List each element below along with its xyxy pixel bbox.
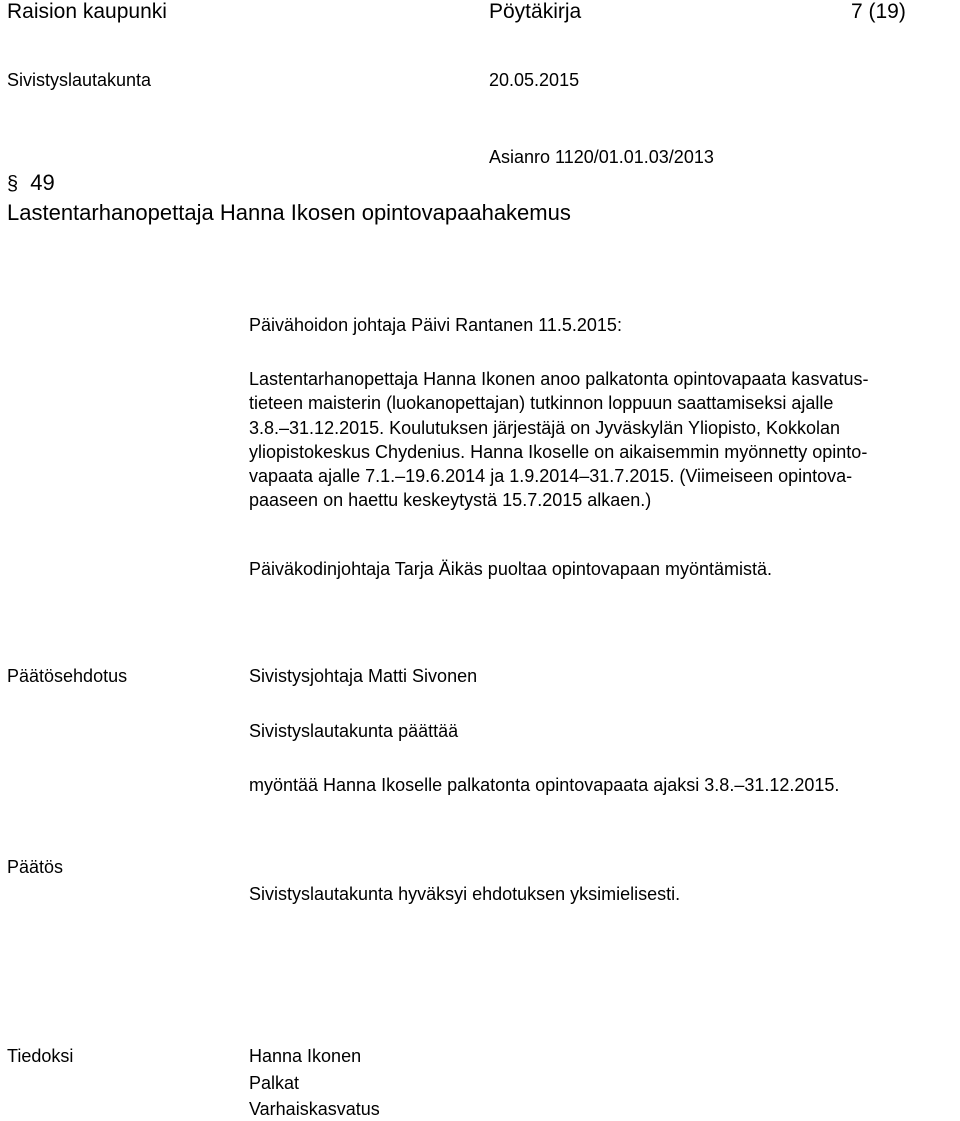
proposal-decides: Sivistyslautakunta päättää xyxy=(249,721,459,741)
distribution-recipient: Palkat xyxy=(249,1073,300,1093)
preparation-paragraph xyxy=(249,367,954,513)
proposal-label: Päätösehdotus xyxy=(7,666,128,686)
page-number: 7 (19) xyxy=(851,0,906,23)
proposal-content: myöntää Hanna Ikoselle palkatonta opintovapaata ajaksi 3.8.–31.12.2015. xyxy=(249,775,840,795)
case-number: Asianro 1120/01.01.03/2013 xyxy=(489,147,714,167)
distribution-recipient: Varhaiskasvatus xyxy=(249,1099,380,1119)
proposal-presenter: Sivistysjohtaja Matti Sivonen xyxy=(249,666,478,686)
case-title: Lastentarhanopettaja Hanna Ikosen opintovapaahakemus xyxy=(7,200,571,225)
organization-name: Raision kaupunki xyxy=(7,0,167,23)
distribution-label: Tiedoksi xyxy=(7,1046,74,1066)
meeting-date: 20.05.2015 xyxy=(489,70,580,90)
section-heading xyxy=(7,170,55,197)
preparer-intro: Päivähoidon johtaja Päivi Rantanen 11.5.2015: xyxy=(249,315,622,335)
paragraph-line: tieteen maisterin (luokanopettajan) tutkinnon loppuun saattamiseksi ajalle xyxy=(249,393,834,414)
paragraph-line: Lastentarhanopettaja Hanna Ikonen anoo palkatonta opintovapaata kasvatus- xyxy=(249,369,869,389)
committee-name: Sivistyslautakunta xyxy=(7,70,152,90)
recommendation-text: Päiväkodinjohtaja Tarja Äikäs puoltaa opintovapaan myöntämistä. xyxy=(249,559,772,579)
paragraph-line: paaseen on haettu keskeytystä 15.7.2015 alkaen.) xyxy=(249,490,652,511)
section-sign: § xyxy=(7,173,19,195)
distribution-recipient: Hanna Ikonen xyxy=(249,1046,362,1066)
document-type: Pöytäkirja xyxy=(489,0,582,23)
section-number: 49 xyxy=(30,170,55,195)
decision-content: Sivistyslautakunta hyväksyi ehdotuksen yksimielisesti. xyxy=(249,884,681,904)
decision-label: Päätös xyxy=(7,857,64,877)
paragraph-line: yliopistokeskus Chydenius. Hanna Ikoselle on aikaisemmin myönnetty opinto- xyxy=(249,441,868,462)
paragraph-line: vapaata ajalle 7.1.–19.6.2014 ja 1.9.2014–31.7.2015. (Viimeiseen opintova- xyxy=(249,466,853,487)
paragraph-line: 3.8.–31.12.2015. Koulutuksen järjestäjä on Jyväskylän Yliopisto, Kokkolan xyxy=(249,417,841,438)
